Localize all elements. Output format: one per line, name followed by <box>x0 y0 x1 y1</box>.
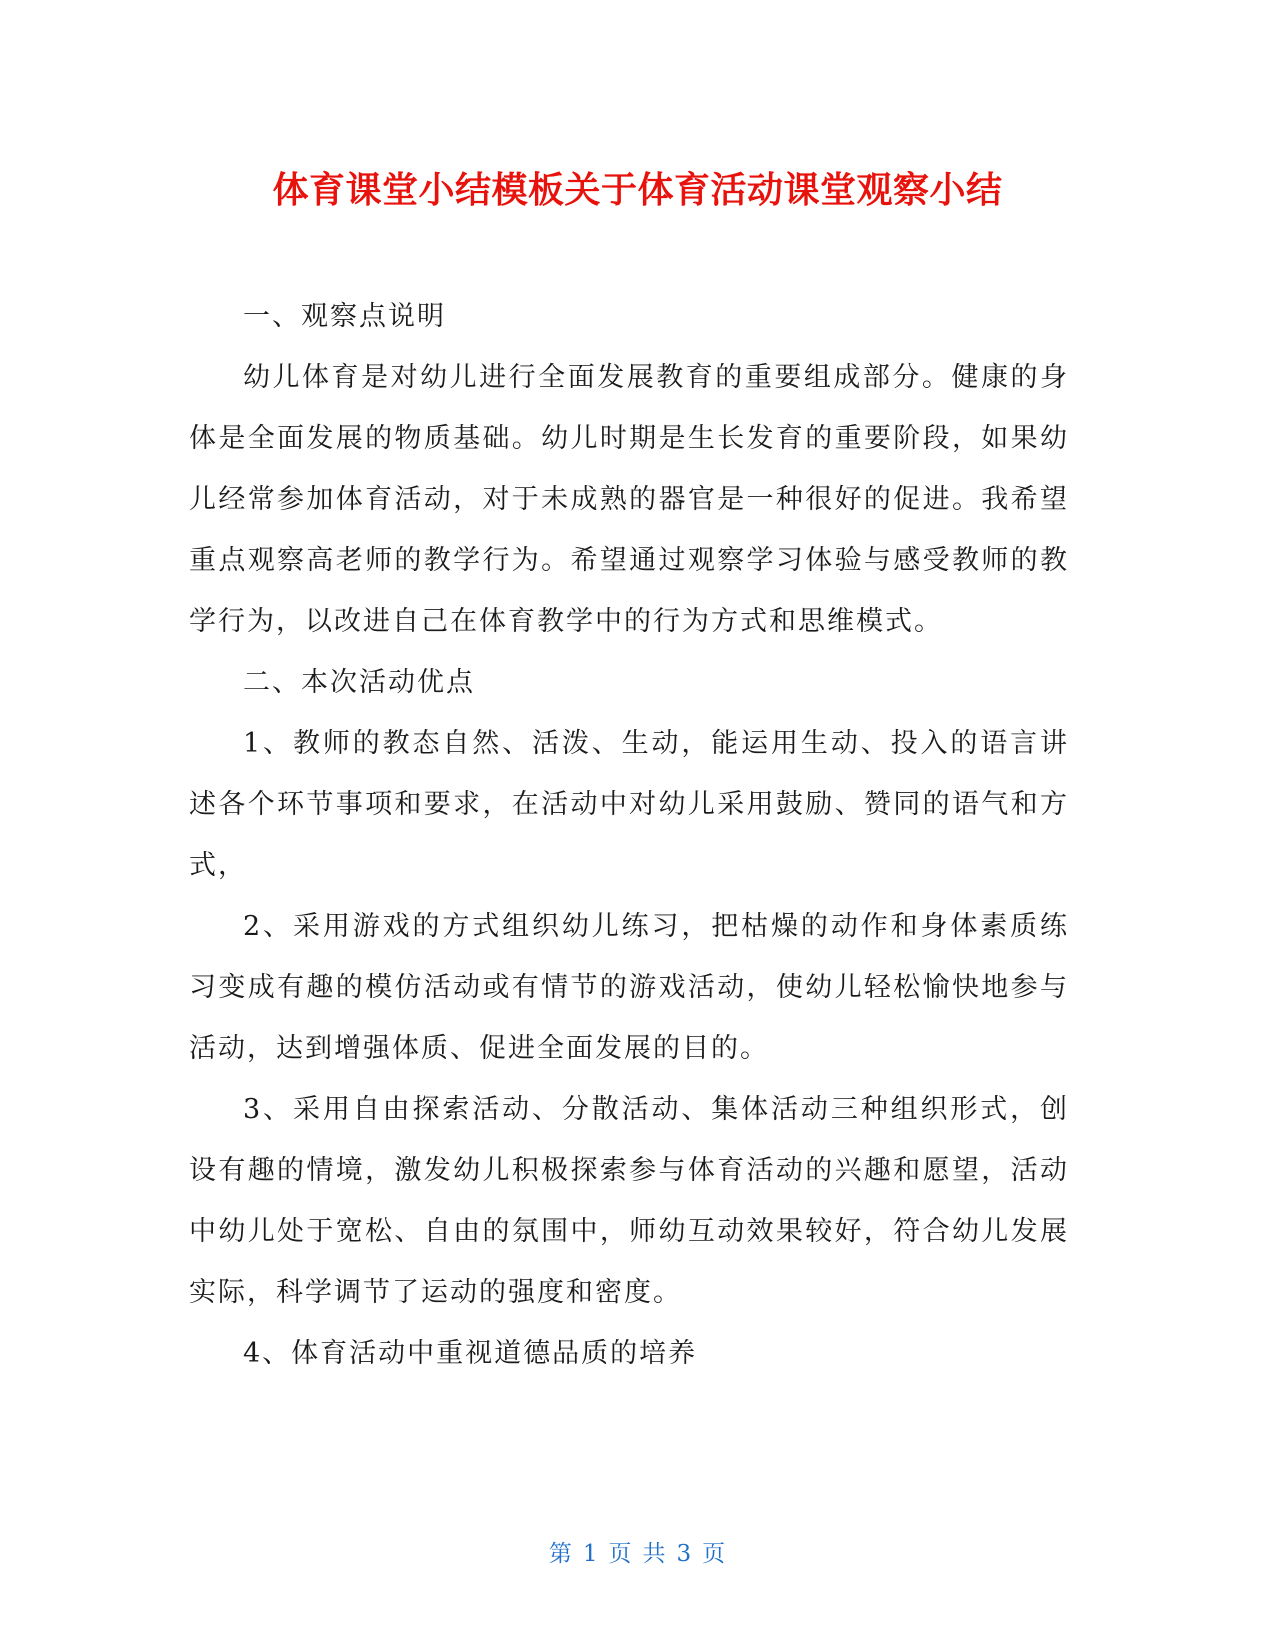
page-label-mid: 页 <box>608 1541 633 1567</box>
page-label-prefix: 第 <box>548 1541 573 1567</box>
page-label-suffix: 页 <box>702 1541 727 1567</box>
paragraph-observation-description: 幼儿体育是对幼儿进行全面发展教育的重要组成部分。健康的身体是全面发展的物质基础。幼儿时期是生长发育的重要阶段，如果幼儿经常参加体育活动，对于未成熟的器官是一种很好的促进。我希望重点观察高老师的教学行为。希望通过观察学习体验与感受教师的教学行为，以改进自己在体育教学中的行为方式和思维模式。 <box>189 362 1069 637</box>
section-heading-strengths: 二、本次活动优点 <box>243 667 475 698</box>
list-item-strength-1: 1、教师的教态自然、活泼、生动，能运用生动、投入的语言讲述各个环节事项和要求，在活动中对幼儿采用鼓励、赞同的语气和方式， <box>189 728 1069 881</box>
list-item-strength-3: 3、采用自由探索活动、分散活动、集体活动三种组织形式，创设有趣的情境，激发幼儿积极探索参与体育活动的兴趣和愿望，活动中幼儿处于宽松、自由的氛围中，师幼互动效果较好，符合幼儿发展实际，科学调节了运动的强度和密度。 <box>189 1094 1069 1308</box>
page-footer <box>0 1535 1275 1568</box>
document-body <box>189 286 1069 1384</box>
list-item-strength-4: 4、体育活动中重视道德品质的培养 <box>243 1338 698 1369</box>
document-title: 体育课堂小结模板关于体育活动课堂观察小结 <box>272 170 1003 211</box>
list-item-strength-2: 2、采用游戏的方式组织幼儿练习，把枯燥的动作和身体素质练习变成有趣的模仿活动或有情节的游戏活动，使幼儿轻松愉快地参与活动，达到增强体质、促进全面发展的目的。 <box>189 911 1069 1064</box>
total-label: 共 <box>642 1541 667 1567</box>
section-heading-observation: 一、观察点说明 <box>243 301 446 332</box>
current-page-number: 1 <box>582 1541 599 1567</box>
total-pages-number: 3 <box>676 1541 693 1567</box>
